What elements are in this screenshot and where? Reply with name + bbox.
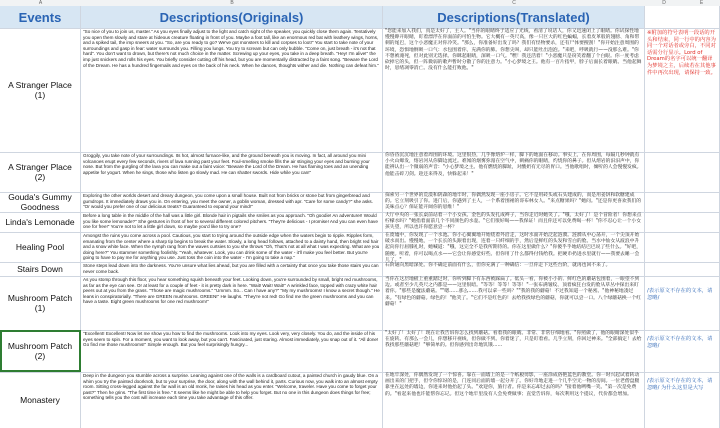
original-cell[interactable]: Deep in the dungeon you stumble across a surprise. Leaning against one of the walls is a cardboard cutout, a painted church in gaudy blue. On a whim you try the painted doorknob, but to your surprise, the door, along with the wall behind it, parts. Curious now, you walk into an almost empty room. Sitting cross-legged against the far wall is an old monk, he raises his head as you enter. "Welcome, traveler. Have you come to forget your past?" Then he grins. "The first time is free." It seems like he might be able to help you forget. But no one in this dungeon does things for free; something tells you the cost will increase each time you take advantage of this offer. [81,372,383,428]
original-cell[interactable]: Groggily, you take note of your surroundings. Its hot, almost furnace-like, and the ground beneath you is moving. In fact, all around you mini volcanoes erupt every few seconds, rivers of lava running past your feet. Foul-smelling smoke fills the air stinging your eyes and burning your nose. But from the gurgling of the lava you can make out a faint voice: "Beware the Lord of the Dream. He has flaming toes and an unending appetite for yogurt. When he sings, those who listen go slowly mad. He can shatter swords. Hide while you can!" [81,152,383,192]
table-row [0,330,720,373]
translated-cell[interactable]: 石阶通向黑暗深处。你不确定前面有什么，但你充满了一种确信：一旦你走下这些台阶，就再也回不来了。 [383,262,645,276]
translated-cell[interactable]: 探索另一个世界的荒漠和阴森的地牢时，你偶然发现一座小房子。它不是用砖头或石头建成的，而是用姜饼和软糖建成的。它立刻吸引了你。进门后，你遇到了主人，一个系着围裙的哥布林女人。"来点糖果吗？"她问。"还是你更喜欢我们的美味点心？保证能开阔你的思维！" [383,192,645,212]
column-letter-a[interactable]: A [38,0,43,6]
originals-header[interactable]: Descriptions(Originals) [81,6,383,28]
column-letter-c[interactable]: C [512,0,516,6]
original-cell[interactable]: Amongst the ruins you come across a pool. Cautious, you start to trying around the outside edge when the waters begin to ripple. Ripples form, emanating from the center where a sharp tip begins to break the water. Slowly, a long head follows, attached to a dainty hand, then bright red hair and a snow white face. When the nymph rang from the waves curtsies to you she throws "Oh, That's not at all what I was expecting. What are you doing here?" You stammer something foolishly. "Yeah, whatever. Look, you can drink some of the water - it'll make you feel better. But you're going to have to pay me for anything you use. Just toss the coin into the water - I'm going to take a nap." [81,232,383,262]
column-letter-e[interactable]: E [699,0,704,6]
translated-cell[interactable]: 在废墟中，你发现了一个水池。你小心翼翼地开始绕着外沿走，这时水面开始泛起涟漪。涟漪从中心荡开，一个尖顶开始破水而出。慢慢地，一个长长的头跟着出现，连着一只纤细的手，然后是鲜红的头发和雪白的脸。当水中仙女从波浪中升起向你行屈膝礼时，她喊道："哦，这完全不是我所期待的。你在这里做什么？"你傻乎乎地结结巴巴说了些什么。"好吧，随便。听着，你可以喝点水——它会让你感觉好些。但你用了什么都得付钱给我。把硬币扔进水里就行——我要去睡一会儿了。" [383,232,645,262]
note-cell[interactable] [645,212,720,232]
translated-cell[interactable]: 大厅中央的一张长桌前站着一个小女孩。金色的头发扎成辫子，当你走近时她笑了。"哦，太好了！是个冒险者！你想来点柠檬水吗？"她指着面前几个不同颜色的水壶。"它们很好喝——我保证！而且你还可以免费喝一杯！"你不忍心让一个小女孩失望，所以也许你愿意尝一杯？ [383,212,645,232]
original-cell[interactable]: "Excellent! Excellent! Now let me show you how to find the mushrooms. Look into my eyes. Look very, very closely. You do, and the inside of his eyes seem to spin. For a moment, you want to look away, but you can't. Fascinated, just staring. Almost immediately, you snap out of it. "All done! Go find me those mushrooms!" Simple enough. But you feel surprisingly hungry... [81,330,383,372]
column-letter-b[interactable]: B [230,0,234,6]
original-cell[interactable]: Exploring the other worlds desert and dreary dungeon, you come upon a small house. Built not from bricks or stone but from gingerbread and gumdrops. It immediately draws you in. On entering, you meet the owner, a goblin woman, dressed with apr. "Care for some candy?" she asks. "Or would you prefer one of our delicious treats? Guaranteed to expand your mind!" [81,192,383,212]
translated-cell[interactable]: 你昏昏沉沉地注意着周围的环境。这里很热，几乎像熔炉一样，脚下的地面在移动。事实上，在你周围，每隔几秒钟就有小火山爆发，熔岩河从你脚边流过。难闻的烟雾弥漫在空气中，刺痛你的眼睛，灼烧你的鼻子。但从熔岩的汩汩声中，你能辨认出一个微弱的声音："小心梦境之主。他有燃烧的脚趾，对酸奶有无尽的胃口。当他歌唱时，倾听的人会慢慢发疯。他能击碎刀剑。趁还来得及，快躲起来！" [383,152,645,192]
table-row [0,28,720,153]
original-cell[interactable]: "So nice of you to join us, master." As you eyes finally adjust to the light and catch sight of the speaker, you quickly close them again. Tentatively you open them slowly and stare at hideous creature floating in front of you. Maybe a foot tall, like an enormous red bat with leathery wings, horns, and a spiked tail, the imp sneers at you. "So, are you ready to go? We've got monsters to kill and corpses to loot!" You start to take note of your surroundings and gasp in fear: water surrounds you. Filling you lungs. You try to scream but can only bubble. "Come on, just breath - it's not that hard". You don't want to drown, but there's not much choice in the matter. Screwing up your eyes, you take in a deep breath. "Hey! I'm alive!" the imp just snickers and rolls his eyes. You briefly consider cutting off his head, but you are momentarily distracted by a faint song. "Beware the Lord of the Dream. He has a hundred fingernails and eyes on the back of his neck. When he dances, thoughts wither and die. Nothing can defeat him." [81,28,383,152]
header-row [0,6,720,29]
event-cell[interactable]: Monastery [0,372,81,428]
original-cell[interactable]: Stone steps lead down into the darkness. You're unsure what lies ahead, but you are filled with a certainty that once you take those stairs you can never come back. [81,262,383,276]
translated-cell[interactable]: 在地牢深处，你偶然发现了一个惊喜。靠在一面墙上的是一个纸板剪影，一座涂成俗艳蓝色的教堂。你一时兴起试着转动画出来的门把手，但令你惊讶的是，门连同后面的墙一起分开了。你好奇地走进一个几乎空无一物的房间。一位老僧盘腿靠坐在远处的墙边，你进来时他抬起了头。"欢迎你，旅行者。你是来忘却过去的吗？"接着他咧嘴一笑。"第一次是免费的。"看起来他也许能帮你忘记。但这个地牢里没有人会免费做事；直觉告诉你，每次利用这个提议，代价都会增加。 [383,372,645,428]
table-row [0,372,720,428]
table-row [0,152,720,193]
event-cell[interactable]: Healing Pool [0,232,81,262]
translated-cell[interactable]: "太好了！太好了！现在让我告诉你怎么找到蘑菇。看着我的眼睛。非常、非常仔细地看。"你照做了，他的眼睛深处似乎在旋转。有那么一会儿，你想移开视线，但你做不到。你着迷了，只是盯着看。几乎立刻，你回过神来。"全部搞定！去给我找那些蘑菇吧！"够简单的。但你感到出奇地饥饿…… [383,330,645,372]
note-cell[interactable] [645,152,720,192]
table-row [0,276,720,331]
event-cell[interactable]: Mushroom Patch (1) [0,276,81,330]
note-cell[interactable]: /表示原文不存在的文本，请忽略/ [645,330,720,372]
note-cell[interactable]: /表示原文不存在的文本，请忽略/ 为什么这里是大写 [645,372,720,428]
note-cell[interactable] [645,262,720,276]
table-row [0,212,720,233]
event-cell[interactable]: Mushroom Patch (2) [0,330,81,372]
event-cell[interactable]: A Stranger Place (2) [0,152,81,192]
translated-cell[interactable]: 当你在这层地板上重重踏过时，你听到脚下有东西被踩扁了。低头一看，你被小小的、鲜红色的蘑菇包围着，一眼望不到边。或者至少几英尺之内都是——这里很暗。"等等！等等！等等！"一张布满皱纹、顶着疯狂白发的脸从草丛中探出来盯着你。"那些是魔法蘑菇。""嗯……那么……我可以拿一些吗？""我的我的蘑菇！不过我知道一个秘密。"他神秘地凑过来。"有绿色的蘑菇。绿色的！"他笑了。"它们不是红色的！去给我找绿色的蘑菇，你就可以尝一口。八个绿蘑菇换一个红蘑菇！" [383,276,645,330]
original-cell[interactable]: Before a long table in the middle of the hall was a little girl. Blonde hair in pigtails she smiles as you approach. "Oh goodie! An adventurer! Would you like some lemonade?" She gestures in front of her to several different colored pitchers. "They're delicious - I promise! And you can even have one for free!" You're not to let a little girl down, so maybe you'd like to try one? [81,212,383,232]
note-cell[interactable]: ※附加的符号表明一段话的开头和结束，同一行中的内容为同一个对话者或旁白，不同对话需分行显示。Lord of Dream的名字可以统一翻译为梦境之主，后续若在其他事件中再次出现，请保持一致。 [645,28,720,152]
events-header[interactable]: Events [0,6,81,28]
table-row [0,232,720,263]
event-cell[interactable]: Stairs Down [0,262,81,276]
note-cell[interactable]: /表示原文不存在的文本，请忽略/ [645,276,720,330]
column-letter-d[interactable]: D [662,0,666,6]
note-cell[interactable] [645,192,720,212]
note-cell[interactable] [645,232,720,262]
table-row [0,262,720,277]
translated-header[interactable]: Descriptions(Translated) [383,6,645,28]
original-cell[interactable]: As you stomp through this floor, you hear something squish beneath your feet. Looking down, you're surrounded by small, bright red mushrooms, as far as the eye can see. Or at least for a couple of feet - it is pretty dark in here. "Wait! Wait! Wait!" A wrinkled face, topped with crazy white hair peers out at you from the grass. "Those are magic mushrooms." "Ummm. So... Can I have any?" "My my mushrooms! I know a secret though." He leans in conspiratorially. "There are GREEN mushrooms. GREEN!" He laughs. "They're not red! Go find me the green mushrooms and you can have a taste. Eight green mushrooms for one red mushroom!" [81,276,383,330]
table-row [0,192,720,213]
translated-cell[interactable]: "您能来加入我们，真是太好了，主人。"当你的眼睛终于适应了光线，看清了说话人，你又迅速闭上了眼睛。你试探性地慢慢睁开眼睛，盯着漂浮在你面前的可怕生物。它大概有一英尺高，像一只巨大的红色蝙蝠，长着皮革般的翅膀、角和带刺的尾巴，这个小恶魔正对你冷笑。"那么，你准备好出发了吗？我们有怪物要杀，还有尸体要搜刮！"你开始注意周围的环境，恐惧地倒吸一口气：水包围着你，充满你的肺。你想尖叫，却只能吐出泡泡。"来吧，呼吸就行——没那么难。"你不想被淹死，但对此别无选择。你眯起眼睛，深吸一口气。"嘿！我还活着！"小恶魔只是窃笑着翻了个白眼。你一度考虑砍掉它的头，但一阵微弱的歌声暂时分散了你的注意力。"小心梦境之王。他有一百片指甲，脖子后面长着眼睛。当他起舞时，思绪凋零消亡。没有什么能打败他。" [383,28,645,152]
event-cell[interactable]: Gouda's Gummy Goodness [0,192,81,212]
event-cell[interactable]: A Stranger Place (1) [0,28,81,152]
event-cell[interactable]: Linda's Lemonade [0,212,81,232]
notes-header-cell[interactable] [645,6,720,28]
